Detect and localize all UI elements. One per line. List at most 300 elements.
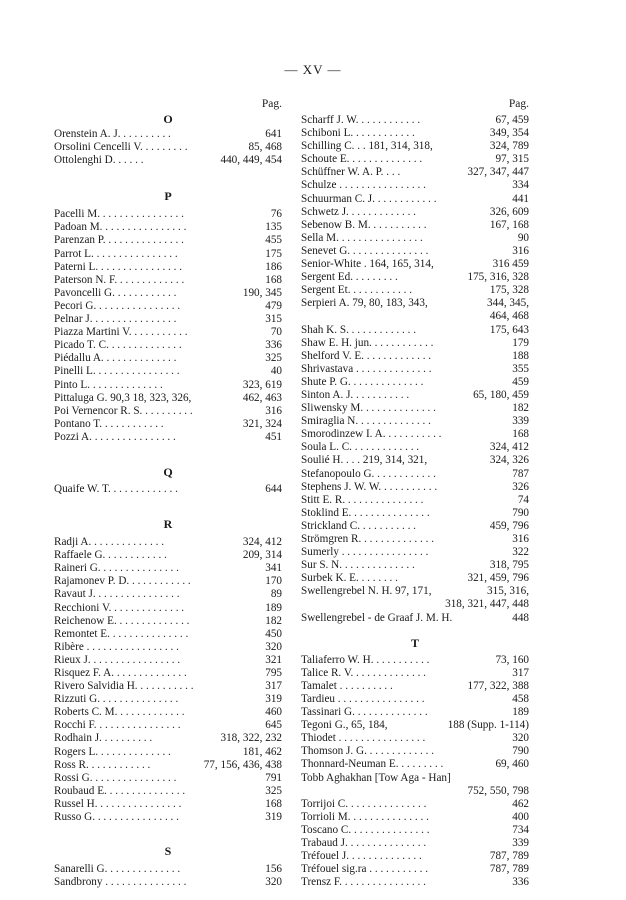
entry-pages: 336 — [512, 876, 529, 889]
entry-pages: 167, 168 — [489, 218, 529, 231]
entry-pages: 324, 326 — [489, 454, 529, 467]
entry-name: Pecori G. . . . . . . . . . . . . . . . — [54, 299, 181, 312]
index-entry — [301, 494, 529, 507]
entry-pages: 77, 156, 436, 438 — [203, 758, 282, 771]
index-entry — [54, 300, 282, 313]
index-entry — [301, 758, 529, 771]
section-letter: T — [410, 635, 419, 650]
entry-pages: 645 — [265, 719, 282, 732]
entry-pages: 324, 789 — [489, 140, 529, 153]
entry-name: Tréfouel J. . . . . . . . . . . . . . — [301, 850, 422, 863]
entry-name: Rajamonev P. D. . . . . . . . . . . . — [54, 575, 191, 588]
entry-name: Sergent Ed. . . . . . . . . — [301, 271, 398, 284]
entry-pages: 76 — [270, 208, 282, 221]
index-entry — [54, 536, 282, 549]
entry-pages: 168 — [512, 428, 529, 441]
entry-pages: 316 — [512, 244, 529, 257]
entry-pages: 319 — [265, 693, 282, 706]
entry-pages: 349, 354 — [489, 127, 529, 140]
index-entry — [301, 428, 529, 441]
entry-name: Parenzan P. . . . . . . . . . . . . . . — [54, 234, 184, 247]
index-entry — [54, 654, 282, 667]
entry-name: Roberts C. M. . . . . . . . . . . . . — [54, 706, 185, 719]
entry-name: Torrijoi C. . . . . . . . . . . . . . . — [301, 797, 427, 810]
index-entry — [54, 863, 282, 876]
entry-name: Sergent Et. . . . . . . . . . . . — [301, 284, 413, 297]
index-entry — [54, 680, 282, 693]
entry-pages: 170 — [265, 575, 282, 588]
entry-name: Tréfouel sig.ra . . . . . . . . . . . — [301, 863, 428, 876]
entry-name: Pelnar J. . . . . . . . . . . . . . . . — [54, 313, 177, 326]
index-entry — [301, 863, 529, 876]
index-entry — [54, 274, 282, 287]
entry-name: Shelford V. E. . . . . . . . . . . . . — [301, 349, 432, 362]
entry-name: Ravaut J. . . . . . . . . . . . . . . . — [54, 588, 180, 601]
index-entry — [301, 232, 529, 245]
entry-name: Pinelli L. . . . . . . . . . . . . . . . — [54, 365, 180, 378]
index-entry — [301, 153, 529, 166]
entry-name: Raffaele G. . . . . . . . . . . . — [54, 549, 167, 562]
entry-name: Russel H. . . . . . . . . . . . . . . . — [54, 797, 182, 810]
index-entry — [301, 179, 529, 192]
entry-name: Radji A. . . . . . . . . . . . . . — [54, 536, 165, 549]
entry-pages: 459, 796 — [489, 519, 529, 532]
entry-pages: 186 — [265, 260, 282, 273]
entry-name: Scharff J. W. . . . . . . . . . . . — [301, 114, 421, 126]
entry-pages: 189 — [265, 601, 282, 614]
entry-pages: 67, 459 — [495, 114, 529, 126]
entry-pages: 795 — [265, 667, 282, 679]
index-entry — [54, 352, 282, 365]
index-entry — [301, 310, 529, 323]
entry-name: Sandbrony . . . . . . . . . . . . . . . — [54, 876, 187, 889]
entry-name: Soulié H. . . . 219, 314, 321, — [301, 454, 428, 467]
entry-pages: 334 — [512, 179, 529, 192]
entry-name: Rossi G. . . . . . . . . . . . . . . . — [54, 771, 177, 784]
entry-name: Rivero Salvidia H. . . . . . . . . . . — [54, 680, 194, 693]
index-entry — [54, 483, 282, 496]
index-entry — [54, 562, 282, 575]
entry-pages: 89 — [270, 588, 282, 601]
index-entry — [301, 114, 529, 127]
entry-pages: 400 — [512, 810, 529, 823]
entry-pages: 451 — [265, 430, 282, 443]
entry-pages: 320 — [265, 876, 282, 889]
entry-name: Soula L. C. . . . . . . . . . . . . — [301, 441, 420, 454]
index-entry — [301, 559, 529, 572]
index-entry — [301, 546, 529, 559]
entry-name: Ribère . . . . . . . . . . . . . . . . . — [54, 640, 179, 653]
entry-name: Pontano T. . . . . . . . . . . . — [54, 417, 164, 430]
index-entry — [301, 876, 529, 889]
entry-pages: 73, 160 — [495, 653, 529, 666]
index-entry — [301, 324, 529, 337]
entry-pages: 90 — [517, 231, 529, 244]
index-entry — [54, 667, 282, 680]
entry-name: Schuurman C. J. . . . . . . . . . . . — [301, 192, 437, 205]
index-entry — [301, 193, 529, 206]
index-entry — [301, 654, 529, 667]
entry-pages: 790 — [512, 506, 529, 519]
index-entry — [301, 441, 529, 454]
entry-pages: 355 — [512, 362, 529, 375]
entry-pages: 175 — [265, 247, 282, 260]
pag-label: Pag. — [261, 98, 282, 110]
entry-name: Pittaluga G. 90,3 18, 323, 326, — [54, 391, 192, 404]
entry-pages: 189 — [512, 706, 529, 719]
index-entry — [301, 219, 529, 232]
entry-pages: 339 — [512, 836, 529, 849]
entry-pages: 188 — [512, 349, 529, 362]
index-entry — [301, 772, 529, 785]
entry-name: Senevet G. . . . . . . . . . . . . . . — [301, 244, 429, 257]
index-entry — [301, 693, 529, 706]
entry-pages: 316 — [265, 404, 282, 417]
index-entry — [301, 454, 529, 467]
entry-pages: 321 — [265, 653, 282, 666]
entry-pages: 317 — [265, 680, 282, 693]
index-entry — [54, 706, 282, 719]
entry-name: Taliaferro W. H. . . . . . . . . . . — [301, 653, 430, 666]
entry-pages: 323, 619 — [242, 378, 282, 391]
entry-name: Trensz F. . . . . . . . . . . . . . . . — [301, 876, 426, 889]
index-entry — [301, 612, 529, 625]
index-entry — [54, 575, 282, 588]
index-entry — [301, 520, 529, 533]
entry-name: Pacelli M. . . . . . . . . . . . . . . . — [54, 208, 184, 221]
index-entry — [301, 206, 529, 219]
entry-pages: 175, 643 — [489, 323, 529, 336]
index-entry — [54, 876, 282, 889]
index-entry — [301, 785, 529, 798]
entry-pages: 85, 468 — [248, 141, 282, 154]
entry-pages: 455 — [265, 234, 282, 247]
entry-pages: 97, 315 — [495, 153, 529, 166]
index-entry — [54, 234, 282, 247]
entry-name: Ottolenghi D. . . . . . — [54, 154, 144, 167]
entry-name: Stitt E. R. . . . . . . . . . . . . . . — [301, 493, 424, 506]
entry-name: Thiodet . . . . . . . . . . . . . . . . — [301, 732, 426, 745]
index-entry — [301, 140, 529, 153]
entry-pages: 321, 459, 796 — [467, 572, 529, 585]
index-entry — [301, 481, 529, 494]
index-entry — [54, 418, 282, 431]
entry-pages: 450 — [265, 627, 282, 640]
entry-pages: 182 — [512, 402, 529, 415]
entry-name: Rizzuti G. . . . . . . . . . . . . . . — [54, 693, 179, 706]
entry-pages: 321, 324 — [242, 417, 282, 430]
section-letter: S — [164, 844, 172, 859]
entry-name: Shute P. G. . . . . . . . . . . . . . — [301, 375, 424, 388]
entry-pages: 320 — [512, 732, 529, 745]
entry-name: Orsolini Cencelli V. . . . . . . . . — [54, 141, 188, 154]
index-entry — [301, 837, 529, 850]
index-entry — [54, 588, 282, 601]
entry-pages: 209, 314 — [242, 549, 282, 562]
entry-name: Sanarelli G. . . . . . . . . . . . . . — [54, 863, 181, 876]
entry-name: Paterni L. . . . . . . . . . . . . . . . — [54, 260, 183, 273]
entry-pages: 791 — [265, 771, 282, 784]
entry-pages: 344, 345, — [487, 297, 529, 310]
entry-pages: 441 — [512, 192, 529, 205]
entry-name: Recchioni V. . . . . . . . . . . . . . — [54, 601, 185, 614]
entry-name: Tardieu . . . . . . . . . . . . . . . . — [301, 692, 425, 705]
index-entry — [54, 141, 282, 154]
entry-name: Shaw E. H. jun. . . . . . . . . . . . — [301, 336, 434, 349]
entry-pages: 787 — [512, 467, 529, 480]
entry-pages: 74 — [517, 493, 529, 506]
entry-name: Smiraglia N. . . . . . . . . . . . . . — [301, 415, 431, 428]
index-entry — [54, 785, 282, 798]
entry-name: Padoan M. . . . . . . . . . . . . . . . — [54, 221, 187, 234]
entry-name: Thomson J. G. . . . . . . . . . . . . — [301, 745, 435, 758]
index-entry — [54, 628, 282, 641]
entry-pages: 324, 412 — [489, 441, 529, 454]
entry-name: Tassinari G. . . . . . . . . . . . . . — [301, 706, 428, 719]
entry-pages: 339 — [512, 415, 529, 428]
entry-name: Schüffner W. A. P. . . . — [301, 166, 401, 179]
entry-name: Serpieri A. 79, 80, 183, 343, — [301, 297, 428, 310]
index-entry — [301, 680, 529, 693]
entry-name: Sliwensky M. . . . . . . . . . . . . . — [301, 402, 436, 415]
entry-name: Shah K. S. . . . . . . . . . . . . — [301, 323, 416, 336]
index-entry — [54, 811, 282, 824]
entry-pages: 315, 316, — [487, 585, 529, 598]
entry-pages: 341 — [265, 562, 282, 575]
entry-name: Swellengrebel N. H. 97, 171, — [301, 585, 432, 598]
entry-name: Sur S. N. . . . . . . . . . . . . . — [301, 559, 415, 572]
index-entry — [54, 261, 282, 274]
entry-name: Reichenow E. . . . . . . . . . . . . . — [54, 614, 190, 627]
index-entry — [301, 284, 529, 297]
index-entry — [54, 549, 282, 562]
entry-name: Poi Vernencor R. S. . . . . . . . . . — [54, 404, 193, 417]
entry-pages: 175, 316, 328 — [467, 271, 529, 284]
entry-pages: 462, 463 — [242, 391, 282, 404]
entry-name: Stefanopoulo G. . . . . . . . . . . . — [301, 467, 436, 480]
entry-pages: 322 — [512, 546, 529, 559]
entry-name: Picado T. C. . . . . . . . . . . . . . — [54, 339, 182, 352]
section-letter: Q — [163, 464, 173, 479]
index-entry — [54, 248, 282, 261]
entry-pages: 317 — [512, 666, 529, 679]
entry-name: Sella M. . . . . . . . . . . . . . . . — [301, 231, 423, 244]
entry-name: Tegoni G., 65, 184, — [301, 719, 388, 732]
entry-name: Talice R. V. . . . . . . . . . . . . . — [301, 666, 426, 679]
index-entry — [54, 405, 282, 418]
entry-name: Rocchi F. . . . . . . . . . . . . . . . — [54, 719, 181, 732]
index-entry — [54, 759, 282, 772]
entry-name: Stoklind E. . . . . . . . . . . . . . . — [301, 506, 430, 519]
entry-pages: 188 (Supp. 1-114) — [447, 719, 529, 732]
index-entry — [54, 798, 282, 811]
entry-pages: 324, 412 — [242, 536, 282, 549]
entry-pages: 464, 468 — [489, 310, 529, 323]
index-entry — [301, 719, 529, 732]
entry-name: Schoute E. . . . . . . . . . . . . . — [301, 153, 423, 166]
entry-pages: 69, 460 — [495, 758, 529, 771]
entry-pages: 318, 322, 232 — [220, 732, 282, 745]
entry-name: Schulze . . . . . . . . . . . . . . . . — [301, 179, 426, 192]
index-entry — [54, 128, 282, 141]
index-entry — [301, 415, 529, 428]
entry-pages: 460 — [265, 706, 282, 719]
entry-name: Roubaud E. . . . . . . . . . . . . . . — [54, 784, 186, 797]
index-entry — [54, 208, 282, 221]
entry-pages: 462 — [512, 797, 529, 810]
entry-name: Sinton A. J. . . . . . . . . . . — [301, 388, 410, 401]
index-column-left — [54, 96, 282, 889]
entry-pages: 440, 449, 454 — [220, 154, 282, 167]
entry-pages: 319 — [265, 811, 282, 824]
index-entry — [301, 598, 529, 611]
entry-name: Sebenow B. M. . . . . . . . . . . — [301, 218, 427, 231]
index-entry — [301, 363, 529, 376]
index-entry — [54, 365, 282, 378]
entry-pages: 315 — [265, 313, 282, 326]
index-entry — [54, 772, 282, 785]
entry-pages: 448 — [512, 611, 529, 624]
index-entry — [301, 258, 529, 271]
entry-name: Pavoncelli G. . . . . . . . . . . . — [54, 286, 177, 299]
entry-pages: 318, 321, 447, 448 — [445, 598, 529, 611]
entry-pages: 181, 462 — [242, 745, 282, 758]
entry-pages: 787, 789 — [489, 863, 529, 876]
entry-name: Ross R. . . . . . . . . . . . — [54, 758, 151, 771]
entry-pages: 458 — [512, 692, 529, 705]
entry-pages: 316 459 — [492, 258, 529, 271]
index-entry — [301, 798, 529, 811]
index-entry — [301, 811, 529, 824]
index-entry — [301, 585, 529, 598]
index-entry — [54, 641, 282, 654]
entry-pages: 320 — [265, 640, 282, 653]
entry-pages: 156 — [265, 863, 282, 876]
entry-name: Torrioli M. . . . . . . . . . . . . . . — [301, 810, 429, 823]
index-entry — [54, 746, 282, 759]
entry-pages: 182 — [265, 614, 282, 627]
entry-pages: 787, 789 — [489, 850, 529, 863]
entry-name: Trabaud J. . . . . . . . . . . . . . . — [301, 836, 427, 849]
index-entry — [54, 431, 282, 444]
index-entry — [301, 507, 529, 520]
index-entry — [301, 667, 529, 680]
entry-name: Rogers L. . . . . . . . . . . . . . — [54, 745, 171, 758]
index-entry — [301, 732, 529, 745]
entry-name: Rieux J. . . . . . . . . . . . . . . . . — [54, 653, 181, 666]
index-entry — [54, 379, 282, 392]
entry-name: Piazza Martini V. . . . . . . . . . . — [54, 326, 188, 339]
index-column-right — [301, 96, 529, 889]
entry-name: Orenstein A. J. . . . . . . . . . — [54, 128, 171, 140]
pag-label: Pag. — [508, 98, 529, 110]
entry-pages: 70 — [270, 326, 282, 339]
index-entry — [301, 337, 529, 350]
section-letter: O — [163, 112, 173, 126]
entry-name: Schilling C. . . 181, 314, 318, — [301, 140, 433, 153]
index-entry — [54, 287, 282, 300]
entry-name: Parrot L. . . . . . . . . . . . . . . . — [54, 247, 178, 260]
entry-name: Strickland C. . . . . . . . . . . — [301, 519, 416, 532]
index-entry — [54, 732, 282, 745]
entry-name: Remontet E. . . . . . . . . . . . . . . — [54, 627, 189, 640]
entry-pages: 40 — [270, 365, 282, 378]
entry-pages: 177, 322, 388 — [467, 679, 529, 692]
index-entry — [301, 389, 529, 402]
index-entry — [54, 326, 282, 339]
entry-pages: 190, 345 — [242, 286, 282, 299]
index-entry — [54, 693, 282, 706]
index-entry — [301, 824, 529, 837]
entry-name: Tobb Aghakhan [Tow Aga - Han] — [301, 771, 451, 784]
entry-pages: 135 — [265, 221, 282, 234]
entry-name: Schwetz J. . . . . . . . . . . . . — [301, 205, 416, 218]
entry-name: Sumerly . . . . . . . . . . . . . . . . — [301, 546, 429, 559]
entry-pages: 316 — [512, 533, 529, 545]
entry-name: Surbek K. E. . . . . . . . — [301, 572, 398, 585]
index-entry — [301, 850, 529, 863]
entry-name: Swellengrebel - de Graaf J. M. H. — [301, 611, 453, 624]
entry-pages: 336 — [265, 339, 282, 352]
index-entry — [301, 468, 529, 481]
entry-name: Strömgren R. . . . . . . . . . . . . . — [301, 533, 435, 545]
section-letter: R — [163, 517, 173, 532]
entry-pages: 65, 180, 459 — [473, 388, 529, 401]
index-entry — [301, 572, 529, 585]
entry-pages: 459 — [512, 375, 529, 388]
entry-name: Paterson N. F. . . . . . . . . . . . . — [54, 273, 185, 286]
index-entry — [301, 350, 529, 363]
entry-name: Tamalet . . . . . . . . . . — [301, 679, 393, 692]
entry-pages: 175, 328 — [489, 284, 529, 297]
entry-name: Pinto L. . . . . . . . . . . . . . — [54, 378, 163, 391]
index-entry — [301, 376, 529, 389]
index-entry — [54, 313, 282, 326]
entry-pages: 168 — [265, 273, 282, 286]
entry-name: Risquez F. A. . . . . . . . . . . . . . — [54, 667, 187, 679]
entry-name: Schiboni L. . . . . . . . . . . . — [301, 127, 415, 140]
entry-pages: 179 — [512, 336, 529, 349]
entry-name: Smorodinzew I. A. . . . . . . . . . . — [301, 428, 442, 441]
index-entry — [301, 245, 529, 258]
index-entry — [54, 719, 282, 732]
entry-pages: 734 — [512, 823, 529, 836]
entry-pages: 326 — [512, 480, 529, 493]
entry-name: Senior-White . 164, 165, 314, — [301, 258, 434, 271]
index-entry — [54, 602, 282, 615]
entry-pages: 325 — [265, 352, 282, 365]
entry-name: Toscano C. . . . . . . . . . . . . . . — [301, 823, 430, 836]
index-entry — [301, 297, 529, 310]
index-entry — [301, 271, 529, 284]
index-entry — [54, 154, 282, 167]
entry-pages: 644 — [265, 482, 282, 495]
entry-name: Quaife W. T. . . . . . . . . . . . . — [54, 482, 178, 495]
entry-name: Thonnard-Neuman E. . . . . . . . . — [301, 758, 444, 771]
entry-pages: 168 — [265, 797, 282, 810]
page-number: — XV — — [284, 62, 342, 77]
entry-pages: 479 — [265, 299, 282, 312]
entry-name: Shrivastava . . . . . . . . . . . . . . — [301, 362, 432, 375]
index-entry — [54, 615, 282, 628]
entry-name: Pozzi A. . . . . . . . . . . . . . . . — [54, 430, 176, 443]
entry-name: Stephens J. W. W. . . . . . . . . . . — [301, 480, 438, 493]
index-entry — [301, 533, 529, 546]
entry-pages: 641 — [265, 128, 282, 140]
entry-pages: 326, 609 — [489, 205, 529, 218]
section-letter: P — [164, 189, 172, 204]
entry-pages: 318, 795 — [489, 559, 529, 572]
